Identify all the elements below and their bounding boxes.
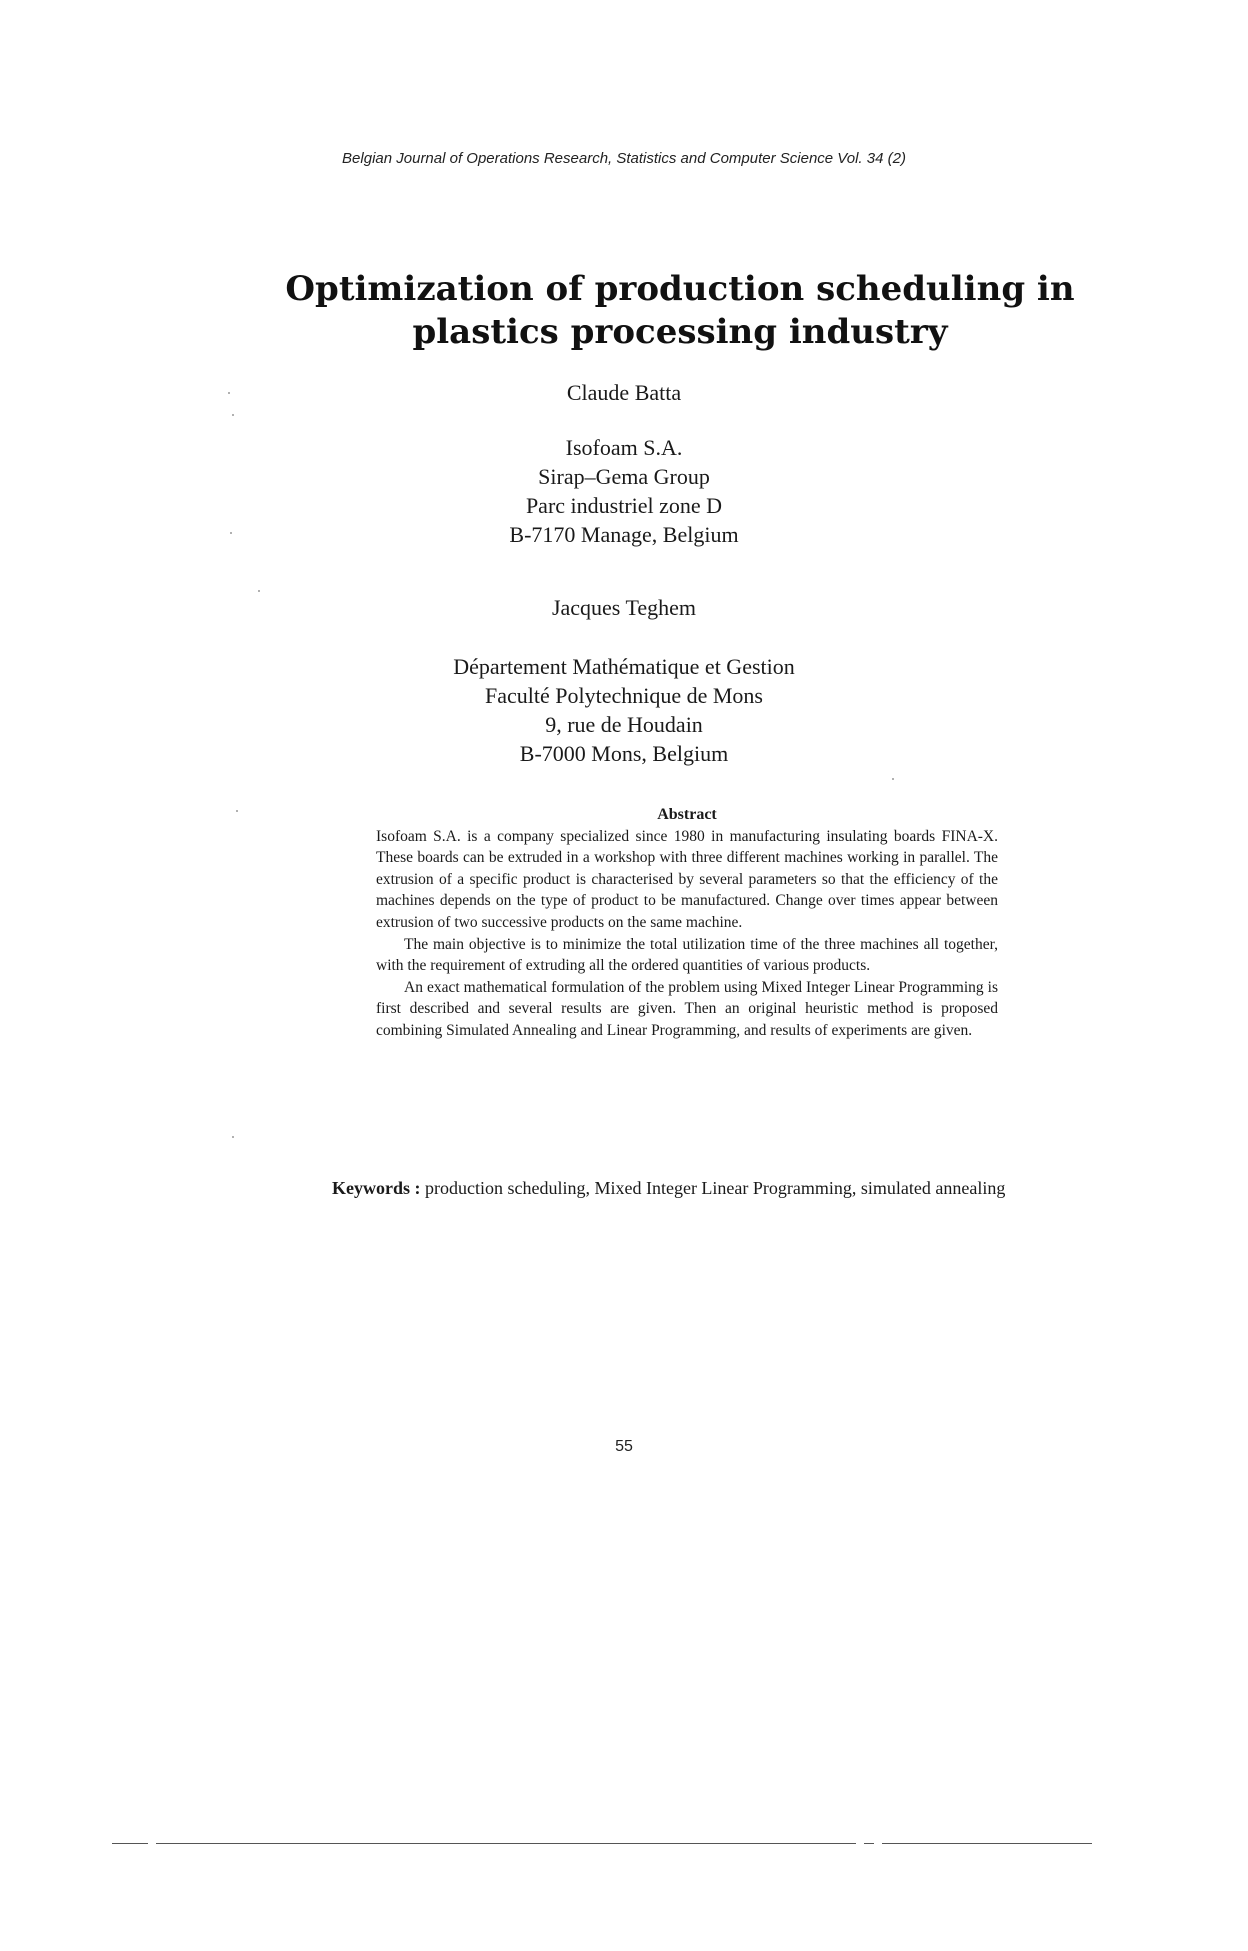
scan-rule	[156, 1843, 856, 1844]
running-head: Belgian Journal of Operations Research, Statistics and Computer Science Vol. 34 (2)	[342, 150, 906, 167]
author-name-2: Jacques Teghem	[551, 595, 697, 620]
affiliation-line: Faculté Polytechnique de Mons	[484, 683, 763, 708]
affiliation-line: Sirap–Gema Group	[538, 464, 710, 489]
scan-speck	[258, 590, 260, 592]
affiliation-line: Parc industriel zone D	[525, 493, 723, 518]
page-number: 55	[615, 1438, 633, 1455]
abstract-paragraph-2: The main objective is to minimize the total utilization time of the three machines all together, with the requirement of extruding all the ordered quantities of various products.	[376, 935, 998, 975]
paper-title: Optimization of production scheduling in plastics processing industry	[285, 269, 1075, 352]
author-affiliation-1	[0, 433, 1248, 549]
author-affiliation-2	[0, 652, 1248, 768]
scan-speck	[236, 810, 238, 812]
scan-speck	[232, 414, 234, 416]
abstract-paragraph-1: Isofoam S.A. is a company specialized since 1980 in manufacturing insulating boards FINA-X. These boards can be extruded in a workshop with three different machines working in parallel. The extrusion of a specific product is characterised by several parameters so that the efficiency of the machines depends on the type of product to be manufactured. Change over times appear between extrusion of two successive products on the same machine.	[376, 827, 998, 931]
abstract-paragraph-3: An exact mathematical formulation of the problem using Mixed Integer Linear Programming is first described and several results are given. Then an original heuristic method is proposed combining Simulated Annealing and Linear Programming, and results of experiments are given.	[376, 978, 998, 1039]
scan-speck	[892, 778, 894, 780]
scan-rule	[112, 1843, 148, 1844]
scan-speck	[230, 532, 232, 534]
scan-speck	[232, 1136, 234, 1138]
affiliation-line: B-7170 Manage, Belgium	[509, 522, 739, 547]
affiliation-line: Département Mathématique et Gestion	[453, 654, 795, 679]
scan-rule	[864, 1843, 874, 1844]
scan-rule	[882, 1843, 1092, 1844]
abstract-section	[376, 804, 998, 1042]
keywords-section	[332, 1176, 1046, 1201]
keywords-label: Keywords :	[332, 1178, 421, 1198]
affiliation-line: 9, rue de Houdain	[545, 712, 703, 737]
scan-speck	[228, 392, 230, 394]
abstract-heading: Abstract	[657, 806, 717, 823]
author-name-1: Claude Batta	[566, 380, 682, 405]
affiliation-line: B-7000 Mons, Belgium	[519, 741, 729, 766]
keywords-text: production scheduling, Mixed Integer Linear Programming, simulated annealing	[425, 1178, 1006, 1198]
affiliation-line: Isofoam S.A.	[565, 435, 683, 460]
